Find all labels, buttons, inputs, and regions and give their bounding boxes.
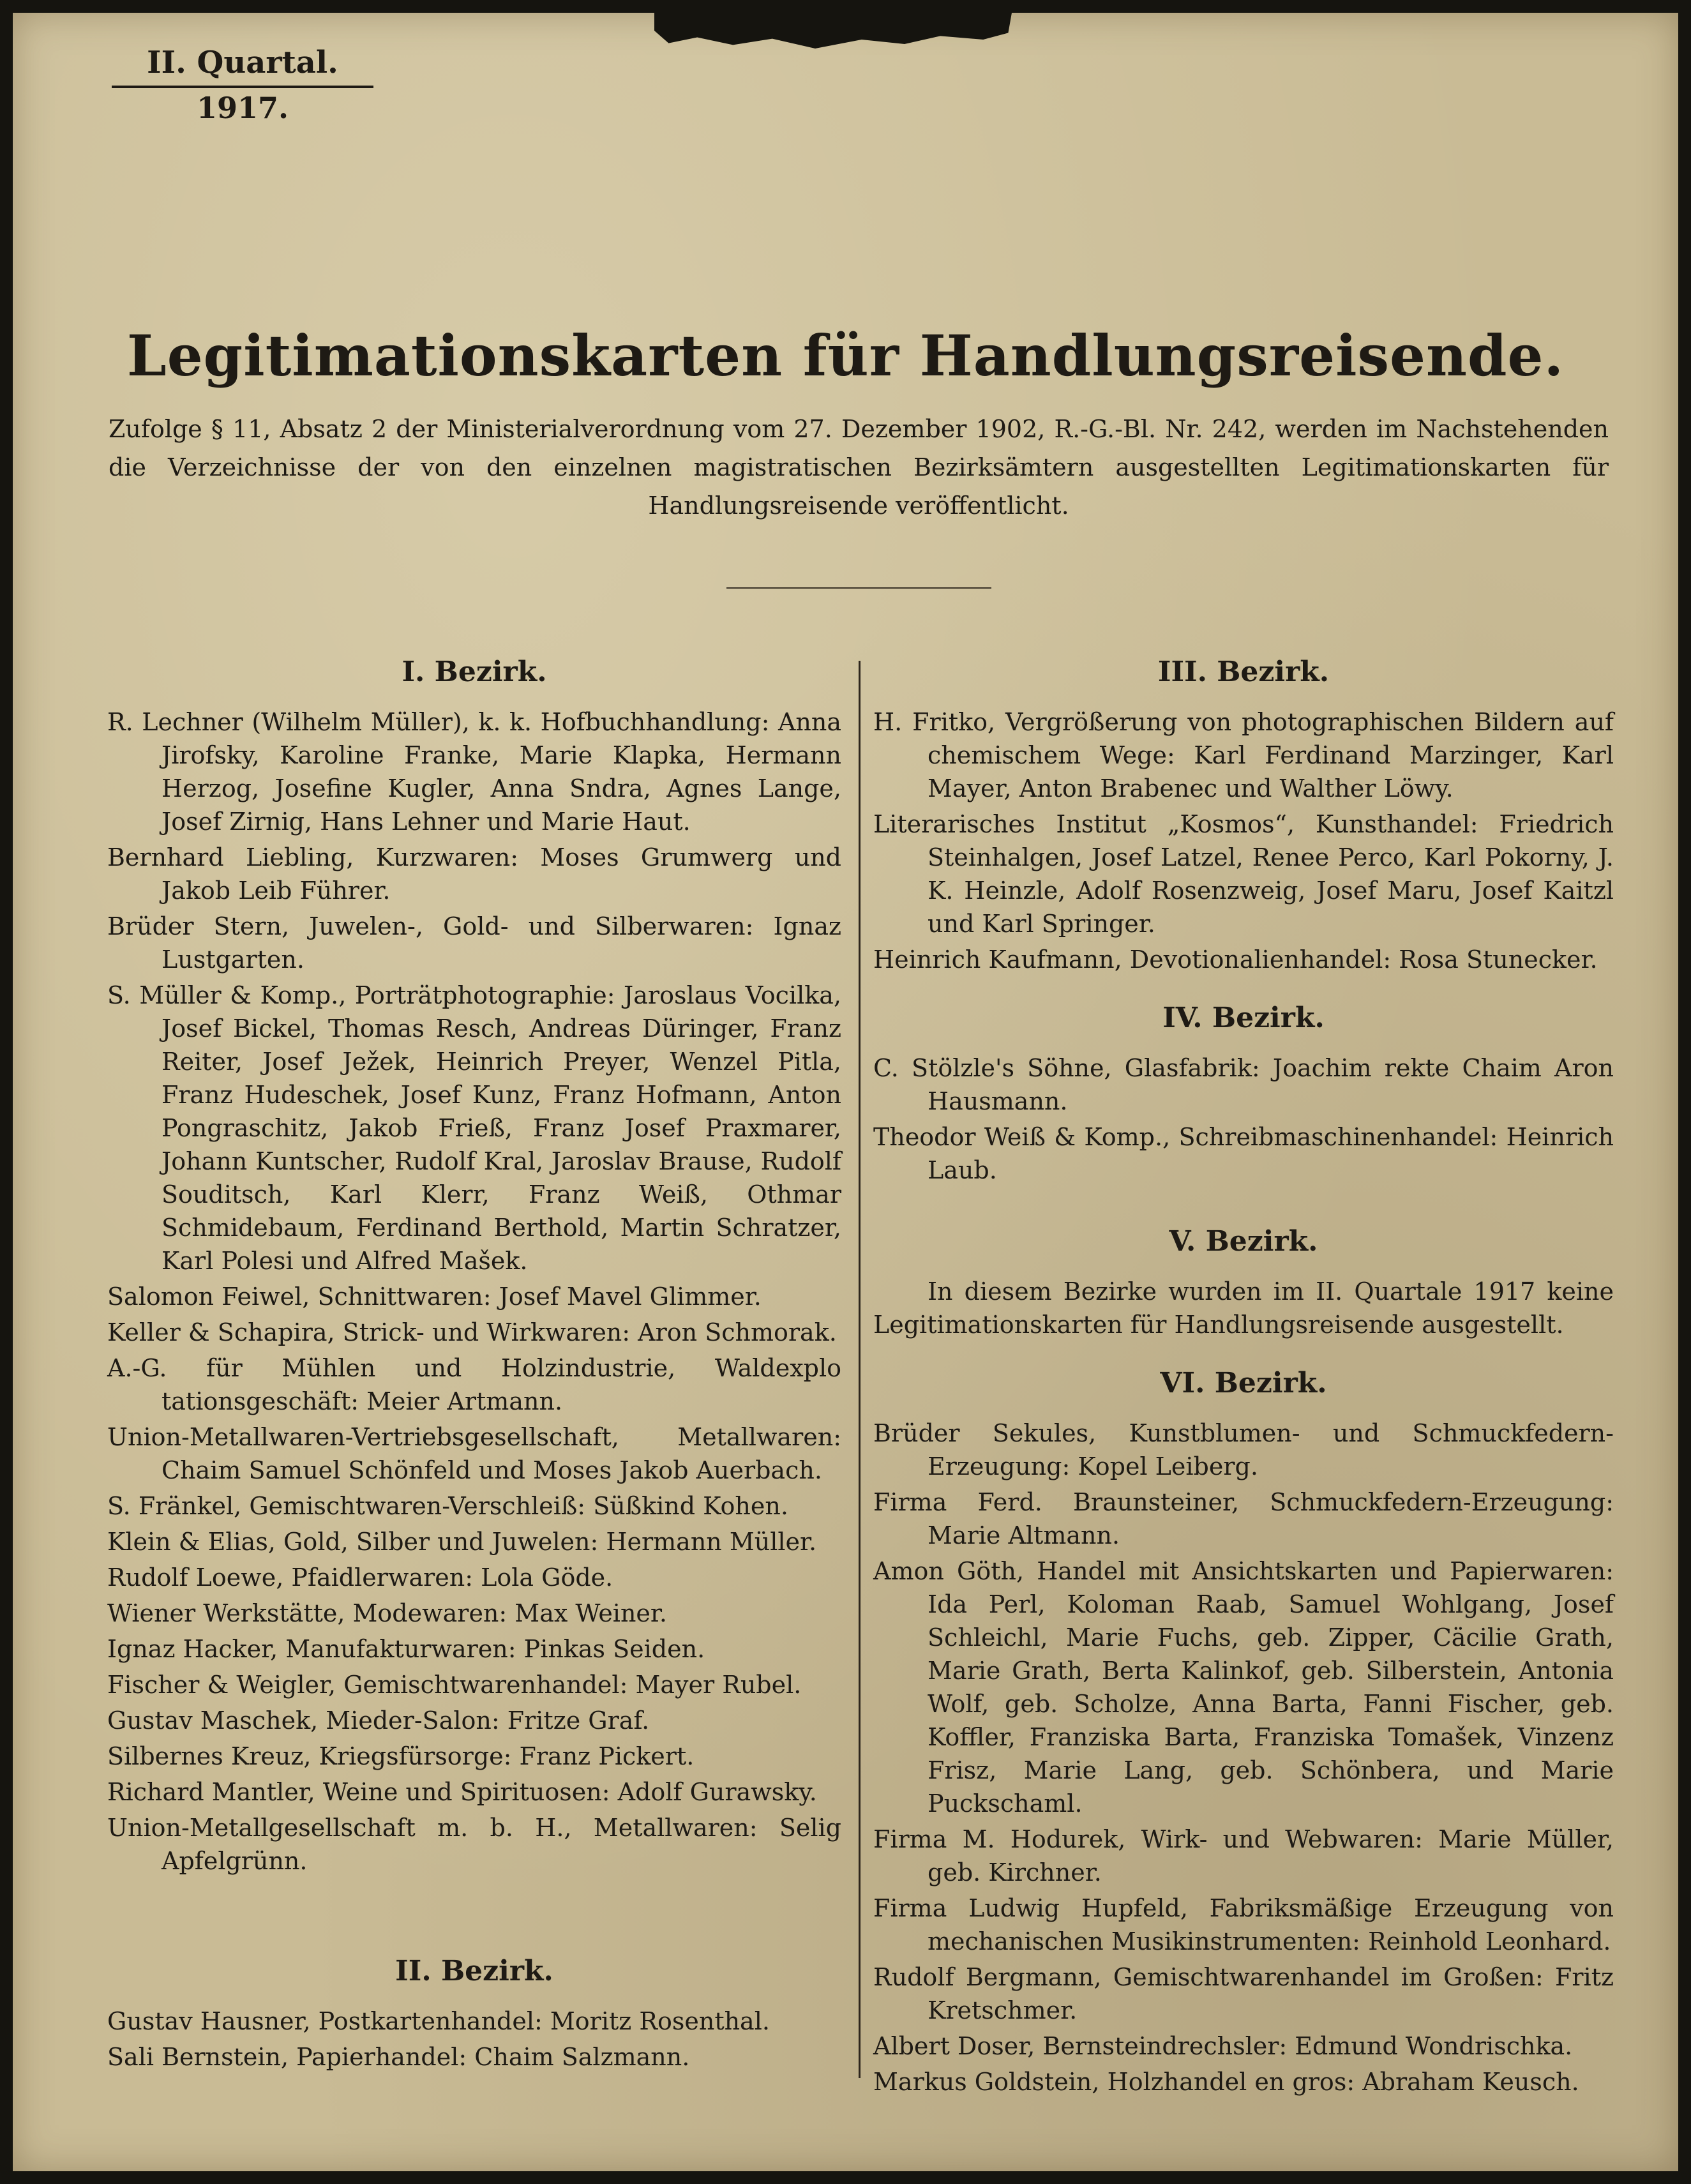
- page-title: Legitimationskarten für Handlungsreisende.: [126, 322, 1565, 389]
- list-item: Union-Metallgesellschaft m. b. H., Metallwaren: Selig Apfelgrünn.: [107, 1814, 841, 1875]
- list-item: R. Lechner (Wilhelm Müller), k. k. Hofbuchhandlung: Anna Jirofsky, Karoline Franke, Marie Klapka, Hermann Herzog, Josefine Kugler, Anna Sndra, Agnes Lange, Josef Zirnig, Hans Lehner und Marie Haut.: [107, 708, 841, 836]
- list-item: Sali Bernstein, Papierhandel: Chaim Salzmann.: [107, 2043, 690, 2071]
- district-note: In diesem Bezirke wurden im II. Quartale 1917 keine Legitimationskarten für Handlungsreisende ausgestellt.: [873, 1277, 1614, 1339]
- quarter-header: [112, 45, 373, 125]
- right-column: [873, 642, 1614, 2101]
- year-label: 1917.: [196, 91, 289, 125]
- list-item: Brüder Stern, Juwelen-, Gold- und Silberwaren: Ignaz Lustgarten.: [107, 912, 841, 974]
- torn-edge: [654, 13, 1012, 57]
- district-heading: V. Bezirk.: [1169, 1225, 1318, 1258]
- list-item: A.-G. für Mühlen und Holzindustrie, Waldexplo tationsgeschäft: Meier Artmann.: [107, 1354, 841, 1415]
- list-item: Fischer & Weigler, Gemischtwarenhandel: Mayer Rubel.: [107, 1671, 802, 1699]
- list-item: Amon Göth, Handel mit Ansichtskarten und Papierwaren: Ida Perl, Koloman Raab, Samuel Wohlgang, Josef Schleichl, Marie Fuchs, geb. Zipper, Cäcilie Grath, Marie Grath, Berta Kalinkof, geb. Silberstein, Antonia Wolf, geb. Scholze, Anna Barta, Fanni Fischer, geb. Koffler, Franziska Barta, Franziska Tomašek, Vinzenz Frisz, Marie Lang, geb. Schönbera, und Marie Puckschaml.: [873, 1557, 1614, 1818]
- intro-paragraph: Zufolge § 11, Absatz 2 der Ministerialverordnung vom 27. Dezember 1902, R.-G.-Bl. Nr. 242, werden im Nachstehenden die Verzeichnisse der von den einzelnen magistratischen Bezirksämtern ausgestellten Legitimationskarten für Handlungsreisende veröffentlicht.: [109, 415, 1609, 520]
- list-item: Markus Goldstein, Holzhandel en gros: Abraham Keusch.: [873, 2068, 1579, 2096]
- district-heading: VI. Bezirk.: [1160, 1367, 1327, 1399]
- list-item: Brüder Sekules, Kunstblumen- und Schmuckfedern-Erzeugung: Kopel Leiberg.: [873, 1419, 1614, 1480]
- list-item: Gustav Hausner, Postkartenhandel: Moritz Rosenthal.: [107, 2007, 770, 2035]
- left-column: [107, 642, 841, 1880]
- list-item: Rudolf Loewe, Pfaidlerwaren: Lola Göde.: [107, 1563, 613, 1592]
- column-divider: [859, 661, 861, 2078]
- list-item: Union-Metallwaren-Vertriebsgesellschaft, Metallwaren: Chaim Samuel Schönfeld und Moses Jakob Auerbach.: [107, 1423, 841, 1484]
- list-item: Silbernes Kreuz, Kriegsfürsorge: Franz Pickert.: [107, 1742, 695, 1770]
- district-heading: II. Bezirk.: [395, 1955, 553, 1987]
- list-item: S. Fränkel, Gemischtwaren-Verschleiß: Süßkind Kohen.: [107, 1492, 788, 1520]
- document-page: [13, 13, 1678, 2171]
- list-item: Firma M. Hodurek, Wirk- und Webwaren: Marie Müller, geb. Kirchner.: [873, 1825, 1614, 1887]
- district-heading: III. Bezirk.: [1157, 656, 1330, 688]
- left-column-bottom: [107, 1941, 841, 2076]
- list-item: S. Müller & Komp., Porträtphotographie: Jaroslaus Vocilka, Josef Bickel, Thomas Resch, Andreas Düringer, Franz Reiter, Josef Ježek, Heinrich Preyer, Wenzel Pitla, Franz Hudeschek, Josef Kunz, Franz Hofmann, Anton Pongraschitz, Jakob Frieß, Franz Josef Praxmarer, Johann Kuntscher, Rudolf Kral, Jaroslav Brause, Rudolf Souditsch, Karl Klerr, Franz Weiß, Othmar Schmidebaum, Ferdinand Berthold, Martin Schratzer, Karl Polesi und Alfred Mašek.: [107, 981, 841, 1275]
- district-heading: I. Bezirk.: [402, 656, 547, 688]
- quarter-label: II. Quartal.: [112, 45, 373, 88]
- list-item: Rudolf Bergmann, Gemischtwarenhandel im Großen: Fritz Kretschmer.: [873, 1963, 1614, 2024]
- list-item: Bernhard Liebling, Kurzwaren: Moses Grumwerg und Jakob Leib Führer.: [107, 843, 841, 905]
- list-item: Firma Ludwig Hupfeld, Fabriksmäßige Erzeugung von mechanischen Musikinstrumenten: Reinhold Leonhard.: [873, 1894, 1614, 1955]
- list-item: Salomon Feiwel, Schnittwaren: Josef Mavel Glimmer.: [107, 1283, 762, 1311]
- list-item: Heinrich Kaufmann, Devotionalienhandel: Rosa Stunecker.: [873, 945, 1598, 974]
- list-item: Gustav Maschek, Mieder-Salon: Fritze Graf.: [107, 1706, 650, 1735]
- section-divider: [726, 587, 991, 589]
- list-item: Literarisches Institut „Kosmos“, Kunsthandel: Friedrich Steinhalgen, Josef Latzel, Renee Perco, Karl Pokorny, J. K. Heinzle, Adolf Rosenzweig, Josef Maru, Josef Kaitzl und Karl Springer.: [873, 810, 1614, 938]
- list-item: Wiener Werkstätte, Modewaren: Max Weiner.: [107, 1599, 667, 1627]
- list-item: Theodor Weiß & Komp., Schreibmaschinenhandel: Heinrich Laub.: [873, 1123, 1614, 1184]
- list-item: C. Stölzle's Söhne, Glasfabrik: Joachim rekte Chaim Aron Hausmann.: [873, 1054, 1614, 1115]
- list-item: Keller & Schapira, Strick- und Wirkwaren: Aron Schmorak.: [107, 1318, 837, 1346]
- list-item: Albert Doser, Bernsteindrechsler: Edmund Wondrischka.: [873, 2032, 1573, 2060]
- district-heading: IV. Bezirk.: [1162, 1002, 1325, 1034]
- list-item: H. Fritko, Vergrößerung von photographischen Bildern auf chemischem Wege: Karl Ferdinand Marzinger, Karl Mayer, Anton Brabenec und Walther Löwy.: [873, 708, 1614, 802]
- list-item: Firma Ferd. Braunsteiner, Schmuckfedern-Erzeugung: Marie Altmann.: [873, 1488, 1614, 1549]
- list-item: Klein & Elias, Gold, Silber und Juwelen: Hermann Müller.: [107, 1528, 817, 1556]
- list-item: Richard Mantler, Weine und Spirituosen: Adolf Gurawsky.: [107, 1778, 817, 1806]
- list-item: Ignaz Hacker, Manufakturwaren: Pinkas Seiden.: [107, 1635, 705, 1663]
